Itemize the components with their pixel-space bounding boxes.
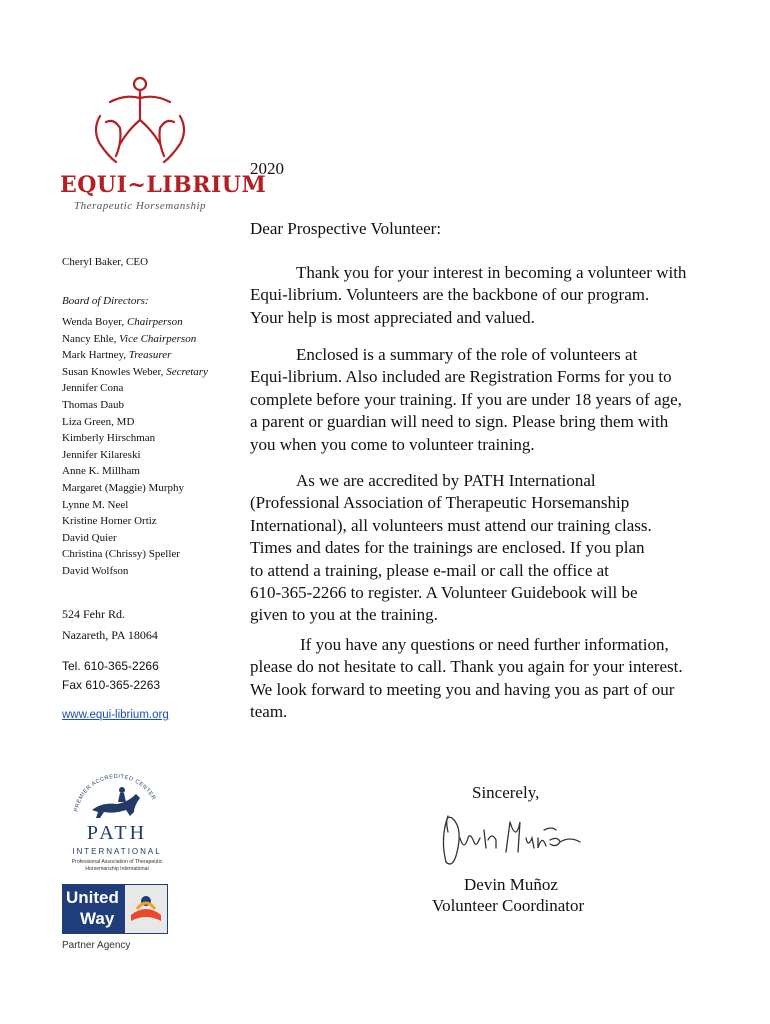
paragraph-line: Your help is most appreciated and valued. — [250, 307, 535, 327]
board-member-name: Liza Green, MD — [62, 415, 135, 428]
address-street: 524 Fehr Rd. — [62, 607, 125, 621]
board-member — [62, 546, 208, 563]
telephone: Tel. 610-365-2266 — [62, 659, 159, 673]
contact-info — [62, 657, 160, 695]
board-member — [62, 447, 208, 464]
board-member — [62, 364, 208, 381]
paragraph-3 — [250, 470, 710, 627]
paragraph-line: you when you come to volunteer training. — [250, 434, 535, 454]
paragraph-line: to attend a training, please e-mail or call the office at — [250, 560, 609, 580]
signer-title: Volunteer Coordinator — [432, 896, 585, 915]
closing: Sincerely, — [472, 783, 540, 802]
united-way-hand-icon — [124, 884, 168, 934]
board-member — [62, 414, 208, 431]
board-member-name: Mark Hartney, — [62, 349, 129, 362]
united-way-line2: Way — [80, 909, 115, 928]
path-desc-line2: Horsemanship International — [85, 865, 149, 872]
board-member-name: Kristine Horner Ortiz — [62, 515, 157, 528]
path-arc-text: PREMIER ACCREDITED CENTER — [73, 773, 157, 813]
paragraph-line: 610-365-2266 to register. A Volunteer Guidebook will be — [250, 583, 638, 603]
board-member — [62, 563, 208, 580]
united-way-wordmark — [62, 884, 124, 934]
paragraph-line: As we are accredited by PATH International — [296, 471, 596, 490]
board-member-name: Susan Knowles Weber, — [62, 365, 167, 378]
paragraph-line: complete before your training. If you are under 18 years of age, — [250, 389, 682, 409]
paragraph-line: International), all volunteers must attend our training class. — [250, 515, 652, 535]
paragraph-line: Enclosed is a summary of the role of volunteers at — [296, 345, 638, 364]
path-description — [62, 859, 172, 872]
path-international-badge — [62, 772, 172, 882]
board-member-role: Treasurer — [128, 349, 172, 362]
board-member-role: Vice Chairperson — [119, 332, 197, 345]
board-member — [62, 480, 208, 497]
board-member — [62, 347, 208, 364]
board-member — [62, 530, 208, 547]
brand-name: EQUI~LIBRIUM — [60, 172, 267, 198]
horse-rider-logo-icon — [70, 72, 210, 170]
paragraph-line: (Professional Association of Therapeutic Horsemanship — [250, 493, 630, 513]
board-member — [62, 397, 208, 414]
board-member-name: Wenda Boyer, — [62, 316, 127, 328]
paragraph-line: If you have any questions or need further information, — [300, 635, 669, 654]
board-member — [62, 513, 208, 530]
board-heading: Board of Directors: — [62, 295, 149, 307]
united-way-logo — [62, 884, 168, 934]
board-member — [62, 430, 208, 447]
board-member — [62, 380, 208, 397]
ceo-name: Cheryl Baker, CEO — [62, 256, 149, 268]
path-wordmark: PATH — [86, 822, 148, 844]
handwritten-signature — [434, 808, 584, 872]
board-member-name: David Quier — [62, 531, 117, 544]
board-list — [62, 314, 208, 580]
united-way-line1: United — [66, 888, 119, 907]
letter-date: 2020 — [250, 159, 284, 178]
board-member-name: Jennifer Cona — [62, 382, 124, 395]
board-member-name: Anne K. Millham — [62, 465, 140, 478]
paragraph-1 — [250, 262, 710, 329]
paragraph-2 — [250, 344, 710, 456]
paragraph-line: team. — [250, 702, 288, 722]
board-member-role: Chairperson — [126, 316, 183, 328]
paragraph-4 — [250, 634, 710, 724]
signer-name: Devin Muñoz — [464, 875, 558, 894]
salutation: Dear Prospective Volunteer: — [250, 219, 442, 238]
board-member-name: Margaret (Maggie) Murphy — [62, 481, 184, 494]
board-member-name: Lynne M. Neel — [62, 498, 129, 511]
paragraph-line: given to you at the training. — [250, 605, 438, 625]
paragraph-line: Equi-librium. Volunteers are the backbone of our program. — [250, 285, 650, 305]
board-member-name: Kimberly Hirschman — [62, 432, 156, 445]
paragraph-line: Thank you for your interest in becoming a volunteer with — [296, 263, 687, 282]
brand-tagline: Therapeutic Horsemanship — [73, 200, 207, 212]
paragraph-line: Times and dates for the trainings are enclosed. If you plan — [250, 538, 645, 558]
website-link[interactable]: www.equi-librium.org — [62, 709, 169, 721]
paragraph-line: a parent or guardian will need to sign. Please bring them with — [250, 412, 669, 432]
board-member-name: David Wolfson — [62, 564, 129, 577]
board-member-name: Thomas Daub — [62, 398, 125, 411]
path-rider-icon — [62, 772, 172, 824]
partner-agency: Partner Agency — [62, 940, 131, 951]
board-member — [62, 497, 208, 514]
path-international: INTERNATIONAL — [72, 847, 162, 856]
board-member-name: Jennifer Kilareski — [62, 448, 141, 461]
paragraph-line: Equi-librium. Also included are Registration Forms for you to — [250, 367, 672, 387]
signature-icon — [434, 808, 584, 872]
paragraph-line: please do not hesitate to call. Thank you again for your interest. — [250, 657, 683, 677]
board-member — [62, 331, 208, 348]
board-member — [62, 463, 208, 480]
paragraph-line: We look forward to meeting you and having you as part of our — [250, 679, 675, 699]
board-member — [62, 314, 208, 331]
address-city: Nazareth, PA 18064 — [62, 628, 158, 642]
path-desc-line1: Professional Association of Therapeutic — [71, 859, 163, 865]
address — [62, 604, 158, 646]
fax: Fax 610-365-2263 — [62, 678, 161, 692]
board-member-role: Secretary — [166, 365, 208, 378]
board-member-name: Nancy Ehle, — [62, 332, 120, 345]
board-member-name: Christina (Chrissy) Speller — [62, 548, 180, 561]
